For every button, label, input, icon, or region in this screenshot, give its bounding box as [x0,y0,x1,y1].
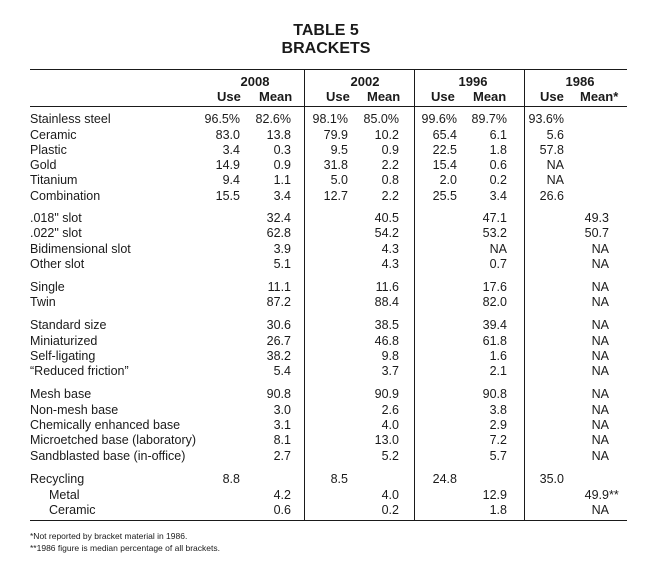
header-use-1986: Use [540,89,564,104]
cell-use-2002: 98.1% [312,112,348,126]
cell-mean-1996: 1.8 [489,503,507,517]
cell-mean-2002: 90.9 [374,387,399,401]
cell-mean-1986: NA [591,257,609,271]
cell-mean-1996: 5.7 [489,449,507,463]
cell-mean-2002: 2.2 [381,189,399,203]
cell-mean-1996: 39.4 [482,318,507,332]
row-label: Sandblasted base (in-office) [30,449,186,463]
row-label: .022" slot [30,226,82,240]
cell-use-1986: 26.6 [539,189,564,203]
cell-mean-2002: 4.0 [381,488,399,502]
cell-use-2002: 9.5 [330,143,348,157]
top-rule [30,69,627,70]
cell-mean-1996: 1.8 [489,143,507,157]
row-label: Standard size [30,318,107,332]
cell-mean-2008: 3.0 [273,403,291,417]
cell-mean-2002: 46.8 [374,334,399,348]
cell-mean-1996: 2.9 [489,418,507,432]
cell-mean-2008: 30.6 [266,318,291,332]
cell-mean-1996: 2.1 [489,364,507,378]
cell-use-1996: 2.0 [439,173,457,187]
cell-use-2002: 79.9 [323,128,348,142]
row-label: Microetched base (laboratory) [30,433,197,447]
cell-use-2008: 9.4 [222,173,240,187]
cell-mean-1996: NA [489,242,507,256]
cell-use-1986: 35.0 [539,472,564,486]
row-label: Ceramic [30,128,77,142]
cell-mean-2002: 4.3 [381,242,399,256]
cell-use-1996: 25.5 [432,189,457,203]
cell-mean-1996: 12.9 [482,488,507,502]
cell-mean-1996: 6.1 [489,128,507,142]
row-label: Bidimensional slot [30,242,131,256]
cell-mean-2002: 4.0 [381,418,399,432]
header-mean-1996: Mean [473,89,507,104]
cell-use-2008: 15.5 [215,189,240,203]
cell-mean-2002: 2.6 [381,403,399,417]
row-label: Ceramic [49,503,96,517]
cell-mean-2002: 2.2 [381,158,399,172]
row-label: “Reduced friction” [30,364,129,378]
cell-mean-2008: 4.2 [273,488,291,502]
cell-mean-2008: 5.4 [273,364,291,378]
row-label: Mesh base [30,387,92,401]
cell-mean-1986: NA [591,418,609,432]
header-mean-2002: Mean [367,89,401,104]
row-label: Titanium [30,173,78,187]
cell-mean-2008: 0.6 [273,503,291,517]
cell-mean-1996: 0.6 [489,158,507,172]
cell-mean-1986: 49.9** [584,488,619,502]
cell-use-2008: 14.9 [215,158,240,172]
row-label: Stainless steel [30,112,111,126]
cell-mean-2008: 13.8 [266,128,291,142]
cell-mean-2008: 62.8 [266,226,291,240]
year-2008: 2008 [240,74,270,89]
cell-mean-1996: 0.7 [489,257,507,271]
cell-use-1996: 65.4 [432,128,457,142]
cell-mean-2002: 13.0 [374,433,399,447]
row-label: Combination [30,189,101,203]
cell-use-1996: 22.5 [432,143,457,157]
cell-mean-2008: 8.1 [273,433,291,447]
cell-mean-1986: NA [591,433,609,447]
footnote-1: *Not reported by bracket material in 1986. [30,531,188,541]
cell-mean-1996: 17.6 [482,280,507,294]
cell-mean-2008: 90.8 [266,387,291,401]
cell-use-2008: 96.5% [204,112,240,126]
cell-use-2002: 31.8 [323,158,348,172]
cell-mean-1996: 1.6 [489,349,507,363]
footnote-2: **1986 figure is median percentage of all brackets. [30,543,220,553]
cell-mean-2008: 5.1 [273,257,291,271]
cell-mean-2008: 38.2 [266,349,291,363]
cell-mean-2002: 5.2 [381,449,399,463]
cell-mean-2002: 54.2 [374,226,399,240]
cell-mean-1996: 3.4 [489,189,507,203]
cell-use-1996: 24.8 [432,472,457,486]
cell-mean-1986: NA [591,295,609,309]
cell-mean-1986: 49.3 [584,211,609,225]
row-label: Chemically enhanced base [30,418,181,432]
cell-mean-1996: 89.7% [471,112,507,126]
cell-mean-1986: NA [591,449,609,463]
cell-mean-2008: 0.9 [273,158,291,172]
cell-mean-1986: NA [591,349,609,363]
cell-use-2002: 5.0 [330,173,348,187]
cell-mean-1986: NA [591,403,609,417]
header-mean-2008: Mean [259,89,293,104]
table-subtitle: BRACKETS [281,40,371,57]
row-label: Metal [49,488,80,502]
row-label: Recycling [30,472,85,486]
year-1996: 1996 [458,74,488,89]
cell-mean-2008: 32.4 [266,211,291,225]
cell-mean-2008: 26.7 [266,334,291,348]
cell-mean-2008: 3.9 [273,242,291,256]
cell-mean-2002: 9.8 [381,349,399,363]
cell-use-1996: 15.4 [432,158,457,172]
cell-use-2008: 8.8 [222,472,240,486]
header-use-2008: Use [217,89,241,104]
cell-mean-2002: 11.6 [375,280,399,294]
cell-mean-1996: 47.1 [482,211,507,225]
cell-mean-1996: 61.8 [482,334,507,348]
cell-mean-2002: 88.4 [374,295,399,309]
cell-mean-2002: 3.7 [381,364,399,378]
header-use-1996: Use [431,89,455,104]
header-mean-1986: Mean* [580,89,619,104]
cell-mean-1986: NA [591,387,609,401]
cell-mean-2002: 4.3 [381,257,399,271]
cell-mean-1996: 7.2 [489,433,507,447]
cell-use-2008: 3.4 [222,143,240,157]
cell-use-2008: 83.0 [215,128,240,142]
cell-mean-1986: NA [591,334,609,348]
cell-use-1996: 99.6% [421,112,457,126]
cell-use-1986: 57.8 [539,143,564,157]
cell-mean-2008: 0.3 [273,143,291,157]
cell-mean-2002: 0.8 [381,173,399,187]
row-label: Gold [30,158,57,172]
cell-mean-2008: 82.6% [255,112,291,126]
cell-use-2002: 8.5 [330,472,348,486]
cell-mean-2008: 87.2 [266,295,291,309]
row-label: Self-ligating [30,349,96,363]
cell-mean-1996: 3.8 [489,403,507,417]
cell-mean-1996: 82.0 [482,295,507,309]
cell-mean-1986: NA [591,364,609,378]
cell-mean-1986: NA [591,503,609,517]
cell-mean-2002: 38.5 [374,318,399,332]
year-1986: 1986 [565,74,595,89]
cell-mean-2008: 2.7 [273,449,291,463]
header-use-2002: Use [326,89,350,104]
cell-mean-2002: 85.0% [363,112,399,126]
row-label: Other slot [30,257,85,271]
cell-use-1986: NA [546,158,564,172]
cell-mean-2002: 40.5 [374,211,399,225]
cell-mean-1996: 90.8 [482,387,507,401]
cell-mean-2002: 0.9 [381,143,399,157]
row-label: Single [30,280,65,294]
cell-mean-2008: 1.1 [273,173,291,187]
bottom-rule [30,520,627,521]
cell-mean-1996: 53.2 [482,226,507,240]
row-label: Twin [30,295,56,309]
cell-mean-1986: NA [591,242,609,256]
row-label: .018" slot [30,211,82,225]
row-label: Miniaturized [30,334,98,348]
cell-mean-2008: 3.1 [273,418,291,432]
cell-mean-1986: 50.7 [584,226,609,240]
cell-use-1986: 93.6% [528,112,564,126]
cell-mean-2002: 0.2 [381,503,399,517]
cell-use-1986: NA [546,173,564,187]
cell-mean-1986: NA [591,280,609,294]
table-title: TABLE 5 [293,22,359,39]
cell-mean-1986: NA [591,318,609,332]
cell-mean-2002: 10.2 [374,128,399,142]
row-label: Plastic [30,143,67,157]
row-label: Non-mesh base [30,403,119,417]
year-2002: 2002 [350,74,380,89]
cell-use-2002: 12.7 [323,189,348,203]
cell-mean-1996: 0.2 [489,173,507,187]
cell-mean-2008: 11.1 [267,280,291,294]
header-rule [30,106,627,107]
cell-use-1986: 5.6 [546,128,564,142]
cell-mean-2008: 3.4 [273,189,291,203]
